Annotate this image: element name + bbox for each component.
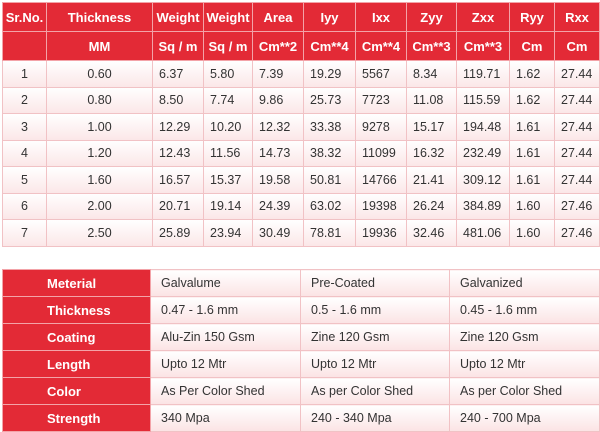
property-value: As Per Color Shed [151,378,301,405]
table-cell: 1.60 [510,220,555,247]
table-cell: 119.71 [457,61,510,88]
table-cell: 23.94 [204,220,253,247]
property-value: Zine 120 Gsm [301,324,450,351]
property-value: 240 - 700 Mpa [450,405,600,432]
material-properties-table [2,269,600,432]
property-value: Zine 120 Gsm [450,324,600,351]
table-cell: 38.32 [304,140,356,167]
table-cell: 63.02 [304,193,356,220]
table-cell: 12.29 [153,114,204,141]
unit-cell: Cm [510,32,555,61]
unit-cell: Cm**3 [457,32,510,61]
table-row [3,167,600,194]
table-cell: 309.12 [457,167,510,194]
property-value: Upto 12 Mtr [151,351,301,378]
table-cell: 19.14 [204,193,253,220]
property-label: Coating [3,324,151,351]
property-row [3,270,600,297]
property-value: Alu-Zin 150 Gsm [151,324,301,351]
table-row [3,140,600,167]
table-cell: 27.44 [555,61,600,88]
table-cell: 2.50 [47,220,153,247]
table-cell: 481.06 [457,220,510,247]
table-cell: 8.34 [407,61,457,88]
table-cell: 19.58 [253,167,304,194]
property-value: 240 - 340 Mpa [301,405,450,432]
table-cell: 3 [3,114,47,141]
table-cell: 16.32 [407,140,457,167]
table-cell: 0.60 [47,61,153,88]
table-cell: 0.80 [47,87,153,114]
header-cell: Area [253,3,304,32]
table-row [3,61,600,88]
unit-cell: Cm [555,32,600,61]
property-value: 340 Mpa [151,405,301,432]
table-cell: 26.24 [407,193,457,220]
table-cell: 5 [3,167,47,194]
table-row [3,220,600,247]
property-value: 0.47 - 1.6 mm [151,297,301,324]
property-value: 0.5 - 1.6 mm [301,297,450,324]
table-cell: 11099 [356,140,407,167]
table-cell: 15.17 [407,114,457,141]
header-row [3,3,600,32]
table-cell: 9.86 [253,87,304,114]
table-cell: 1.60 [510,193,555,220]
table-cell: 16.57 [153,167,204,194]
table-cell: 27.46 [555,220,600,247]
property-label: Meterial [3,270,151,297]
table-cell: 30.49 [253,220,304,247]
table-cell: 1.61 [510,140,555,167]
unit-cell [3,32,47,61]
header-cell: Thickness [47,3,153,32]
property-row [3,351,600,378]
table-cell: 384.89 [457,193,510,220]
table-cell: 27.44 [555,114,600,141]
property-value: Upto 12 Mtr [301,351,450,378]
property-row [3,297,600,324]
property-row [3,405,600,432]
table-cell: 27.44 [555,140,600,167]
table-cell: 232.49 [457,140,510,167]
header-cell: Ryy [510,3,555,32]
table-cell: 14766 [356,167,407,194]
table-cell: 25.73 [304,87,356,114]
header-cell: Rxx [555,3,600,32]
property-value: 0.45 - 1.6 mm [450,297,600,324]
table-cell: 194.48 [457,114,510,141]
table-cell: 1.20 [47,140,153,167]
table-cell: 20.71 [153,193,204,220]
property-value: Galvanized [450,270,600,297]
table-cell: 50.81 [304,167,356,194]
property-row [3,324,600,351]
property-value: As per Color Shed [450,378,600,405]
header-cell: Sr.No. [3,3,47,32]
property-value: Pre-Coated [301,270,450,297]
table-cell: 11.08 [407,87,457,114]
table-cell: 27.44 [555,167,600,194]
header-cell: Zyy [407,3,457,32]
table-cell: 19.29 [304,61,356,88]
table-cell: 10.20 [204,114,253,141]
table-cell: 19398 [356,193,407,220]
table-cell: 11.56 [204,140,253,167]
property-label: Strength [3,405,151,432]
header-cell: Weight [153,3,204,32]
table-cell: 1.00 [47,114,153,141]
unit-cell: Sq / m [153,32,204,61]
table-cell: 1.62 [510,61,555,88]
table-cell: 5567 [356,61,407,88]
table-cell: 7723 [356,87,407,114]
table-cell: 21.41 [407,167,457,194]
property-value: Galvalume [151,270,301,297]
table-cell: 7.39 [253,61,304,88]
header-cell: Zxx [457,3,510,32]
table-cell: 1.61 [510,167,555,194]
table-cell: 27.46 [555,193,600,220]
table-cell: 12.43 [153,140,204,167]
unit-cell: Cm**4 [356,32,407,61]
table-cell: 6.37 [153,61,204,88]
property-value: Upto 12 Mtr [450,351,600,378]
unit-cell: MM [47,32,153,61]
table-cell: 12.32 [253,114,304,141]
table-cell: 7.74 [204,87,253,114]
table-cell: 5.80 [204,61,253,88]
table-cell: 25.89 [153,220,204,247]
table-row [3,87,600,114]
table-cell: 32.46 [407,220,457,247]
property-label: Thickness [3,297,151,324]
property-row [3,378,600,405]
table-cell: 14.73 [253,140,304,167]
header-cell: Ixx [356,3,407,32]
unit-cell: Sq / m [204,32,253,61]
table-cell: 27.44 [555,87,600,114]
table-cell: 1.62 [510,87,555,114]
header-cell: Weight [204,3,253,32]
unit-cell: Cm**4 [304,32,356,61]
property-value: As per Color Shed [301,378,450,405]
table-cell: 19936 [356,220,407,247]
table-cell: 1.60 [47,167,153,194]
table-cell: 115.59 [457,87,510,114]
header-cell: Iyy [304,3,356,32]
table-cell: 2 [3,87,47,114]
table-cell: 78.81 [304,220,356,247]
table-cell: 15.37 [204,167,253,194]
table-cell: 24.39 [253,193,304,220]
property-label: Length [3,351,151,378]
section-properties-table [2,2,600,247]
table-cell: 1.61 [510,114,555,141]
table-cell: 6 [3,193,47,220]
table-cell: 9278 [356,114,407,141]
table-cell: 1 [3,61,47,88]
table-cell: 7 [3,220,47,247]
table-cell: 33.38 [304,114,356,141]
table-cell: 2.00 [47,193,153,220]
property-label: Color [3,378,151,405]
unit-cell: Cm**3 [407,32,457,61]
unit-cell: Cm**2 [253,32,304,61]
table-cell: 8.50 [153,87,204,114]
units-row [3,32,600,61]
table-cell: 4 [3,140,47,167]
table-row [3,114,600,141]
table-row [3,193,600,220]
